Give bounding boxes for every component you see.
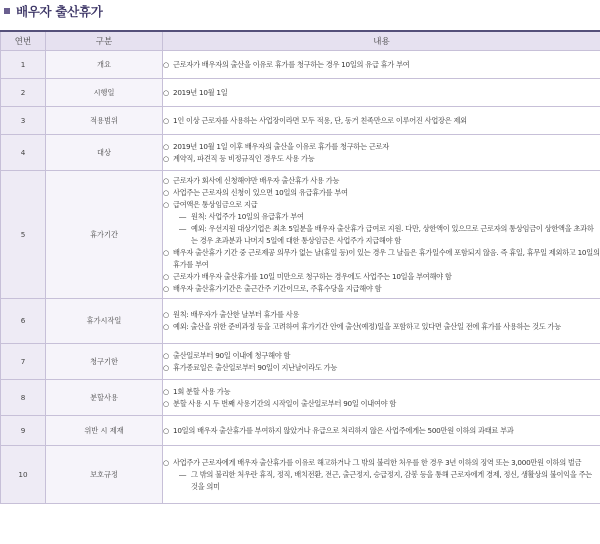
- content-line: [163, 283, 600, 295]
- content-line: [163, 457, 600, 469]
- content-text: 계약직, 파견직 등 비정규직인 경우도 사용 가능: [173, 153, 315, 163]
- content-sub-line: [163, 211, 600, 223]
- row-category: 보호규정: [46, 446, 163, 504]
- content-line: [163, 362, 600, 374]
- content-text: 예외: 출산을 위한 준비과정 등을 고려하여 휴가기간 안에 출산(예정)일을 포함하고 있다면 출산일 전에 휴가를 사용하는 것도 가능: [173, 322, 561, 331]
- content-line: [163, 321, 600, 333]
- row-content: [163, 344, 600, 380]
- header-category: 구분: [46, 31, 163, 51]
- content-text: 분할 사용 시 두 번째 사용기간의 시작일이 출산일로부터 90일 이내여야 함: [173, 398, 397, 408]
- content-text: 근로자가 배우자 출산휴가를 10일 미만으로 청구하는 경우에도 사업주는 10일을 부여해야 함: [173, 271, 452, 281]
- content-text: 휴가종료일은 출산일로부터 90일이 지난날이라도 가능: [173, 362, 338, 372]
- row-content: [163, 135, 600, 171]
- row-category: 시행일: [46, 79, 163, 107]
- row-number: 5: [1, 171, 46, 299]
- content-text: 사업주는 근로자의 신청이 있으면 10일의 유급휴가를 부여: [173, 187, 348, 197]
- row-number: 10: [1, 446, 46, 504]
- row-number: 6: [1, 299, 46, 344]
- content-text: 근로자가 배우자의 출산을 이유로 휴가를 청구하는 경우 10일의 유급 휴가 부여: [173, 59, 410, 69]
- content-line: [163, 271, 600, 283]
- bullet-icon: ○: [163, 88, 169, 97]
- content-text: 1인 이상 근로자를 사용하는 사업장이라면 모두 적용, 단, 동거 친족만으로 이루어진 사업장은 제외: [173, 115, 467, 125]
- page-title: 배우자 출산휴가: [16, 4, 103, 19]
- row-content: [163, 416, 600, 446]
- bullet-icon: ○: [163, 399, 169, 408]
- dash-icon: ―: [179, 469, 186, 479]
- content-line: [163, 187, 600, 199]
- row-category: 대상: [46, 135, 163, 171]
- content-line: [163, 153, 600, 165]
- row-number: 1: [1, 51, 46, 79]
- row-content: [163, 380, 600, 416]
- dash-icon: ―: [179, 223, 186, 233]
- bullet-icon: ○: [163, 60, 169, 69]
- bullet-icon: ○: [163, 248, 169, 257]
- content-sub-line: [163, 223, 600, 247]
- content-text: 사업주가 근로자에게 배우자 출산휴가를 이유로 해고하거나 그 밖의 불리한 처우를 한 경우 3년 이하의 징역 또는 3,000만원 이하의 벌금: [173, 457, 582, 467]
- row-number: 9: [1, 416, 46, 446]
- content-text: 원칙: 배우자가 출산한 날부터 휴가를 사용: [173, 310, 300, 319]
- content-line: [163, 175, 600, 187]
- bullet-icon: ○: [163, 272, 169, 281]
- content-text: 출산일로부터 90일 이내에 청구해야 함: [173, 350, 291, 360]
- row-category: 휴가시작일: [46, 299, 163, 344]
- row-content: [163, 51, 600, 79]
- bullet-icon: ○: [163, 154, 169, 163]
- content-text: 급여액은 통상임금으로 지급: [173, 199, 258, 209]
- content-line: [163, 309, 600, 321]
- row-content: [163, 171, 600, 299]
- row-content: [163, 299, 600, 344]
- bullet-icon: ○: [163, 142, 169, 151]
- row-number: 7: [1, 344, 46, 380]
- content-line: [163, 425, 600, 437]
- bullet-icon: ○: [163, 458, 169, 467]
- row-number: 2: [1, 79, 46, 107]
- bullet-icon: ○: [163, 426, 169, 435]
- bullet-icon: ○: [163, 284, 169, 293]
- bullet-icon: ○: [163, 176, 169, 185]
- table-row: [1, 416, 600, 446]
- bullet-icon: ○: [163, 200, 169, 209]
- row-number: 3: [1, 107, 46, 135]
- table-row: [1, 79, 600, 107]
- bullet-icon: ○: [163, 116, 169, 125]
- table-row: [1, 51, 600, 79]
- content-sub-line: [163, 469, 600, 493]
- table-row: [1, 107, 600, 135]
- bullet-icon: ○: [163, 323, 169, 331]
- content-text: 근로자가 회사에 신청해야만 배우자 출산휴가 사용 가능: [173, 175, 340, 185]
- content-text: 배우자 출산휴가기간은 출근간주 기간이므로, 주휴수당을 지급해야 함: [173, 283, 382, 293]
- content-text: 예외: 우선지원 대상기업은 최초 5일분을 배우자 출산휴가 급여로 지원. 다만, 상한액이 있으므로 근로자의 통상임금이 상한액을 초과하는 경우 초과분과 나머지 5일에 대한 통상임금은 사업주가 지급해야 함: [191, 223, 594, 245]
- table-header-row: [1, 31, 600, 51]
- table-row: [1, 171, 600, 299]
- content-text: 10일의 배우자 출산휴가를 부여하지 않았거나 유급으로 처리하지 않은 사업주에게는 500만원 이하의 과태료 부과: [173, 425, 514, 435]
- header-content: 내용: [163, 31, 600, 51]
- row-content: [163, 446, 600, 504]
- row-category: 위반 시 제재: [46, 416, 163, 446]
- title-square-icon: [4, 8, 10, 14]
- header-no: 연번: [1, 31, 46, 51]
- row-category: 청구기한: [46, 344, 163, 380]
- row-number: 4: [1, 135, 46, 171]
- content-text: 그 밖의 불리한 처우란 휴직, 정직, 배치전환, 전근, 출근정지, 승급정지, 감봉 등을 통해 근로자에게 경제, 정신, 생활상의 불이익을 주는 것을 의미: [191, 469, 592, 491]
- page-title-bar: [0, 0, 600, 22]
- bullet-icon: ○: [163, 351, 169, 360]
- bullet-icon: ○: [163, 188, 169, 197]
- row-category: 분할사용: [46, 380, 163, 416]
- table-row: [1, 380, 600, 416]
- bullet-icon: ○: [163, 311, 169, 319]
- table-row: [1, 446, 600, 504]
- row-category: 개요: [46, 51, 163, 79]
- bullet-icon: ○: [163, 387, 169, 396]
- table-row: [1, 299, 600, 344]
- content-line: [163, 87, 600, 99]
- content-text: 2019년 10월 1일 이후 배우자의 출산을 이유로 휴가를 청구하는 근로자: [173, 141, 389, 151]
- row-category: 휴가기간: [46, 171, 163, 299]
- content-line: [163, 115, 600, 127]
- content-text: 배우자 출산휴가 기간 중 근로제공 의무가 없는 날(휴일 등)이 있는 경우 그 날들은 휴가일수에 포함되지 않음. 즉 휴일, 휴무일 제외하고 10일의 휴가를 부여: [173, 247, 600, 269]
- row-content: [163, 79, 600, 107]
- table-row: [1, 344, 600, 380]
- content-line: [163, 350, 600, 362]
- row-number: 8: [1, 380, 46, 416]
- table-row: [1, 135, 600, 171]
- row-content: [163, 107, 600, 135]
- content-line: [163, 386, 600, 398]
- row-category: 적용범위: [46, 107, 163, 135]
- content-line: [163, 59, 600, 71]
- content-line: [163, 398, 600, 410]
- content-text: 1회 분할 사용 가능: [173, 386, 231, 396]
- content-text: 원칙: 사업주가 10일의 유급휴가 부여: [191, 211, 304, 221]
- bullet-icon: ○: [163, 363, 169, 372]
- content-text: 2019년 10월 1일: [173, 87, 228, 97]
- content-line: [163, 199, 600, 211]
- dash-icon: ―: [179, 211, 186, 221]
- content-line: [163, 247, 600, 271]
- leave-table: [0, 30, 600, 504]
- content-line: [163, 141, 600, 153]
